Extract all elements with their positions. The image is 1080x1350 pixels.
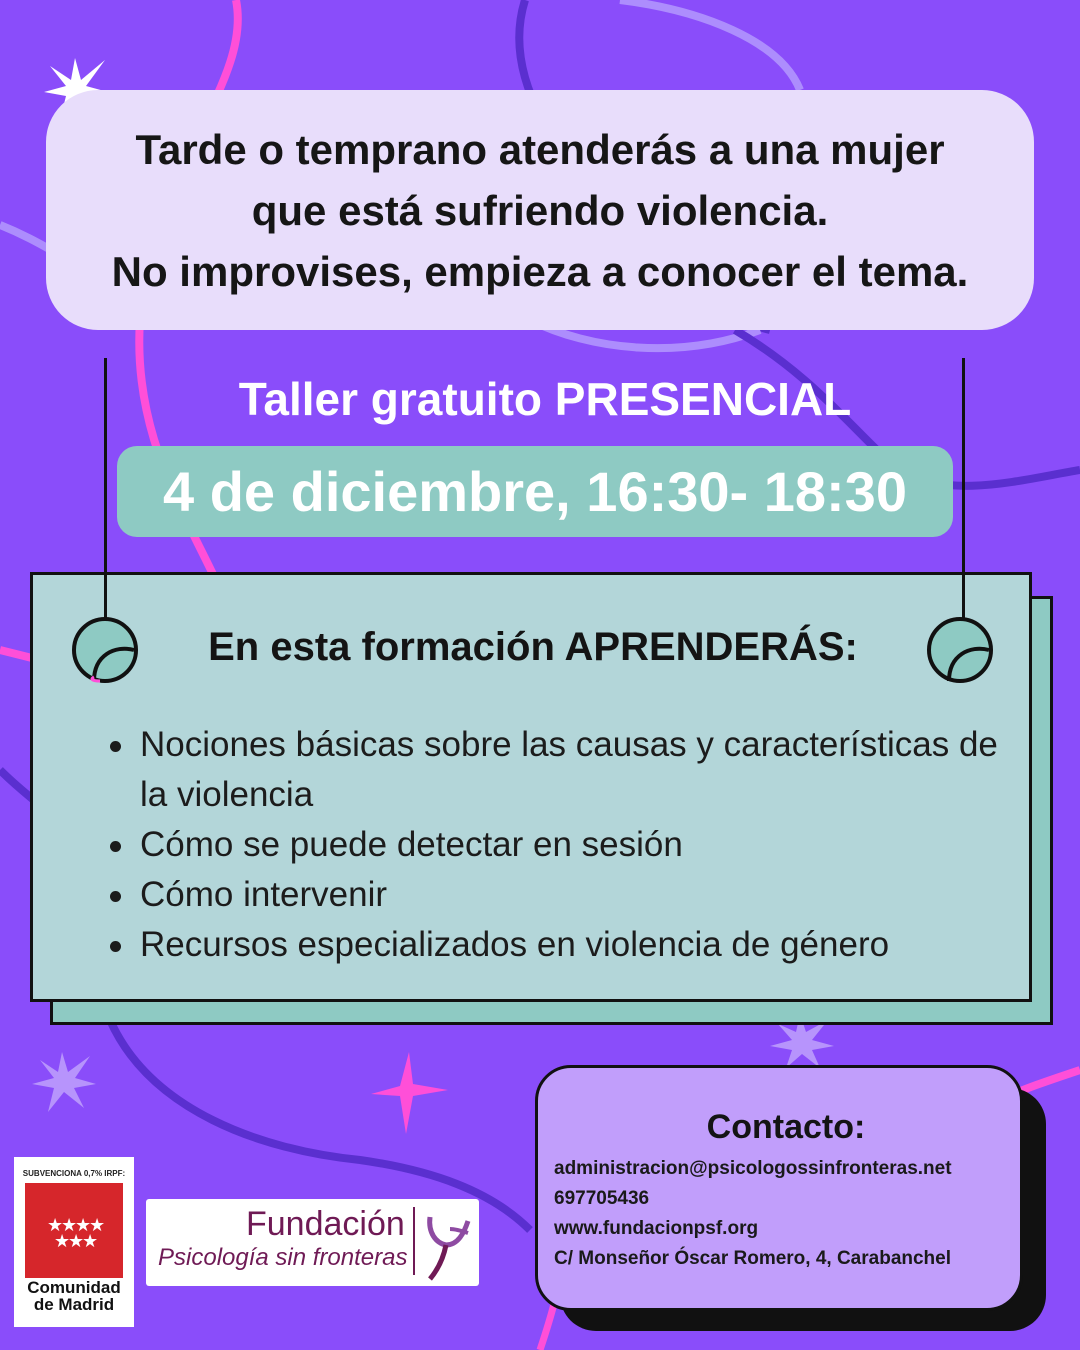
contact-website[interactable]: www.fundacionpsf.org xyxy=(554,1218,759,1239)
comunidad-madrid-logo xyxy=(14,1157,134,1327)
madrid-name-line-2: de Madrid xyxy=(33,1295,115,1314)
learn-title: En esta formación APRENDERÁS: xyxy=(208,625,858,669)
ring-hook-left-icon xyxy=(70,615,140,685)
madrid-name xyxy=(14,1279,134,1313)
svg-text:★: ★ xyxy=(68,1231,85,1252)
contact-details xyxy=(554,1154,1024,1274)
stars-icon xyxy=(25,1183,123,1278)
workshop-date: 4 de diciembre, 16:30- 18:30 xyxy=(117,446,953,537)
foundation-subtitle: Psicología sin fronteras xyxy=(158,1244,408,1271)
svg-text:★: ★ xyxy=(82,1231,99,1252)
contact-phone[interactable]: 697705436 xyxy=(554,1188,650,1209)
svg-text:★: ★ xyxy=(54,1231,71,1252)
learn-item: Recursos especializados en violencia de género xyxy=(108,920,1008,970)
headline-line-2: que está sufriendo violencia. xyxy=(251,186,829,234)
ring-hook-right-icon xyxy=(925,615,995,685)
hanging-string-right xyxy=(962,358,965,623)
logo-divider xyxy=(413,1207,415,1275)
learn-list xyxy=(108,720,1008,970)
subsidy-label: SUBVENCIONA 0,7% IRPF: xyxy=(22,1169,126,1178)
madrid-flag xyxy=(25,1183,123,1278)
learn-card xyxy=(30,572,1032,1002)
madrid-name-line-1: Comunidad xyxy=(27,1278,121,1297)
headline-line-1: Tarde o temprano atenderás a una mujer xyxy=(135,125,945,173)
svg-text:★: ★ xyxy=(75,1215,92,1236)
headline-line-3: No improvises, empieza a conocer el tema. xyxy=(111,247,969,295)
workshop-label: Taller gratuito PRESENCIAL xyxy=(238,373,852,425)
svg-text:★: ★ xyxy=(89,1215,106,1236)
headline-box xyxy=(46,90,1034,330)
svg-text:★: ★ xyxy=(47,1215,64,1236)
contact-email[interactable]: administracion@psicologossinfronteras.net xyxy=(554,1158,952,1179)
learn-item: Cómo se puede detectar en sesión xyxy=(108,820,1008,870)
contact-box xyxy=(535,1065,1023,1311)
hanging-string-left xyxy=(104,358,107,623)
foundation-name: Fundación xyxy=(246,1205,405,1243)
psi-symbol-icon xyxy=(414,1203,474,1283)
learn-item: Nociones básicas sobre las causas y características de la violencia xyxy=(108,720,1008,820)
fundacion-psf-logo xyxy=(146,1199,479,1286)
contact-title: Contacto: xyxy=(706,1108,866,1146)
contact-address: C/ Monseñor Óscar Romero, 4, Carabanchel xyxy=(554,1248,952,1269)
learn-item: Cómo intervenir xyxy=(108,870,1008,920)
svg-text:★: ★ xyxy=(61,1215,78,1236)
